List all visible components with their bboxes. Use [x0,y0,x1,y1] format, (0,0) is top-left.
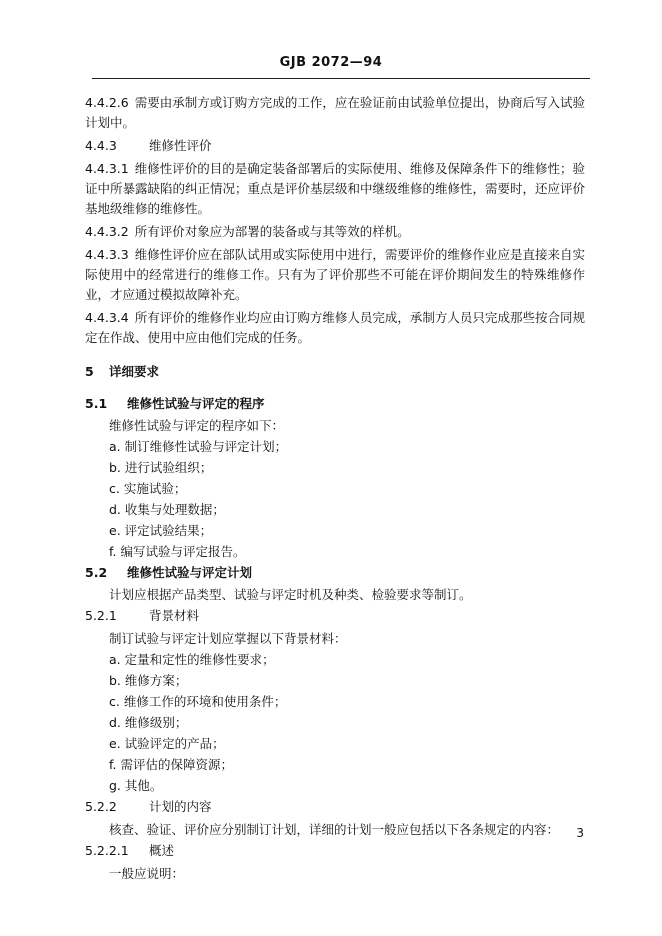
section-5-2-heading [85,563,585,583]
clause-text: 维修性评价应在部队试用或实际使用中进行，需要评价的维修作业应是直接来自实际使用中的经常进行的维修工作。只有为了评价那些不可能在评价期间发生的特殊维修作业，才应通过模拟故障补充。 [85,247,585,302]
section-title: 详细要求 [109,364,160,379]
section-number: 5.2 [85,565,108,580]
section-number: 5.2.1 [85,608,117,623]
page-number: 3 [576,826,584,840]
clause-text: 需要由承制方或订购方完成的工作，应在验证前由试验单位提出，协商后写入试验计划中。 [85,95,585,130]
clause-number: 4.4.3.4 [85,310,129,325]
section-title: 概述 [149,843,175,858]
section-title: 维修性试验与评定计划 [127,565,253,580]
list-item: e. 试验评定的产品； [109,736,225,751]
section-5-2-intro: 计划应根据产品类型、试验与评定时机及种类、检验要求等制订。 [109,587,472,602]
section-title: 维修性试验与评定的程序 [127,396,265,411]
clause-text: 所有评价对象应为部署的装备或与其等效的样机。 [134,224,410,239]
section-5-1-heading [85,394,585,414]
section-5-2-1-intro: 制订试验与评定计划应掌握以下背景材料： [109,631,347,646]
list-item: f. 编写试验与评定报告。 [109,544,246,559]
clause-4-4-3-4 [85,308,585,348]
header-rule [92,78,590,79]
clause-text: 维修性评价的目的是确定装备部署后的实际使用、维修及保障条件下的维修性；验证中所暴露缺陷的纠正情况；重点是评价基层级和中继级维修的维修性，需要时，还应评价基地级维修的维修性。 [85,161,586,216]
clause-4-4-2-6 [85,93,585,133]
clause-number: 4.4.2.6 [85,95,129,110]
clause-text: 所有评价的维修作业均应由订购方维修人员完成，承制方人员只完成那些按合同规定在作战、使用中应由他们完成的任务。 [85,310,585,345]
document-header: GJB 2072—94 [279,55,383,70]
section-5-2-2-1-heading [85,841,585,861]
clause-4-4-3 [85,136,585,156]
page-content [85,93,585,885]
section-title: 计划的内容 [149,799,212,814]
section-5-2-2-heading [85,797,585,817]
list-item: b. 维修方案； [109,673,188,688]
section-5-heading [85,362,585,382]
section-number: 5.1 [85,396,108,411]
list-item: d. 收集与处理数据； [109,502,225,517]
clause-number: 4.4.3.2 [85,224,129,239]
list-item: a. 定量和定性的维修性要求； [109,652,275,667]
section-5-2-2-1-intro: 一般应说明： [109,866,185,881]
clause-number: 4.4.3.3 [85,247,129,262]
section-number: 5.2.2 [85,799,117,814]
list-item: d. 维修级别； [109,715,188,730]
section-title: 背景材料 [149,608,200,623]
list-item: a. 制订维修性试验与评定计划； [109,439,288,454]
clause-text: 维修性评价 [149,138,212,153]
clause-4-4-3-2 [85,222,585,242]
clause-number: 4.4.3.1 [85,161,129,176]
clause-4-4-3-3 [85,245,585,305]
section-5-2-2-intro: 核查、验证、评价应分别制订计划，详细的计划一般应包括以下各条规定的内容： [109,822,560,837]
list-item: g. 其他。 [109,778,163,793]
clause-4-4-3-1 [85,159,585,219]
section-number: 5.2.2.1 [85,843,129,858]
list-item: e. 评定试验结果； [109,523,213,538]
list-item: f. 需评估的保障资源； [109,757,233,772]
list-item: b. 进行试验组织； [109,460,213,475]
section-5-2-1-heading [85,606,585,626]
section-number: 5 [85,364,94,379]
clause-number: 4.4.3 [85,138,117,153]
section-5-1-intro: 维修性试验与评定的程序如下： [109,418,285,433]
list-item: c. 实施试验； [109,481,187,496]
list-item: c. 维修工作的环境和使用条件； [109,694,287,709]
